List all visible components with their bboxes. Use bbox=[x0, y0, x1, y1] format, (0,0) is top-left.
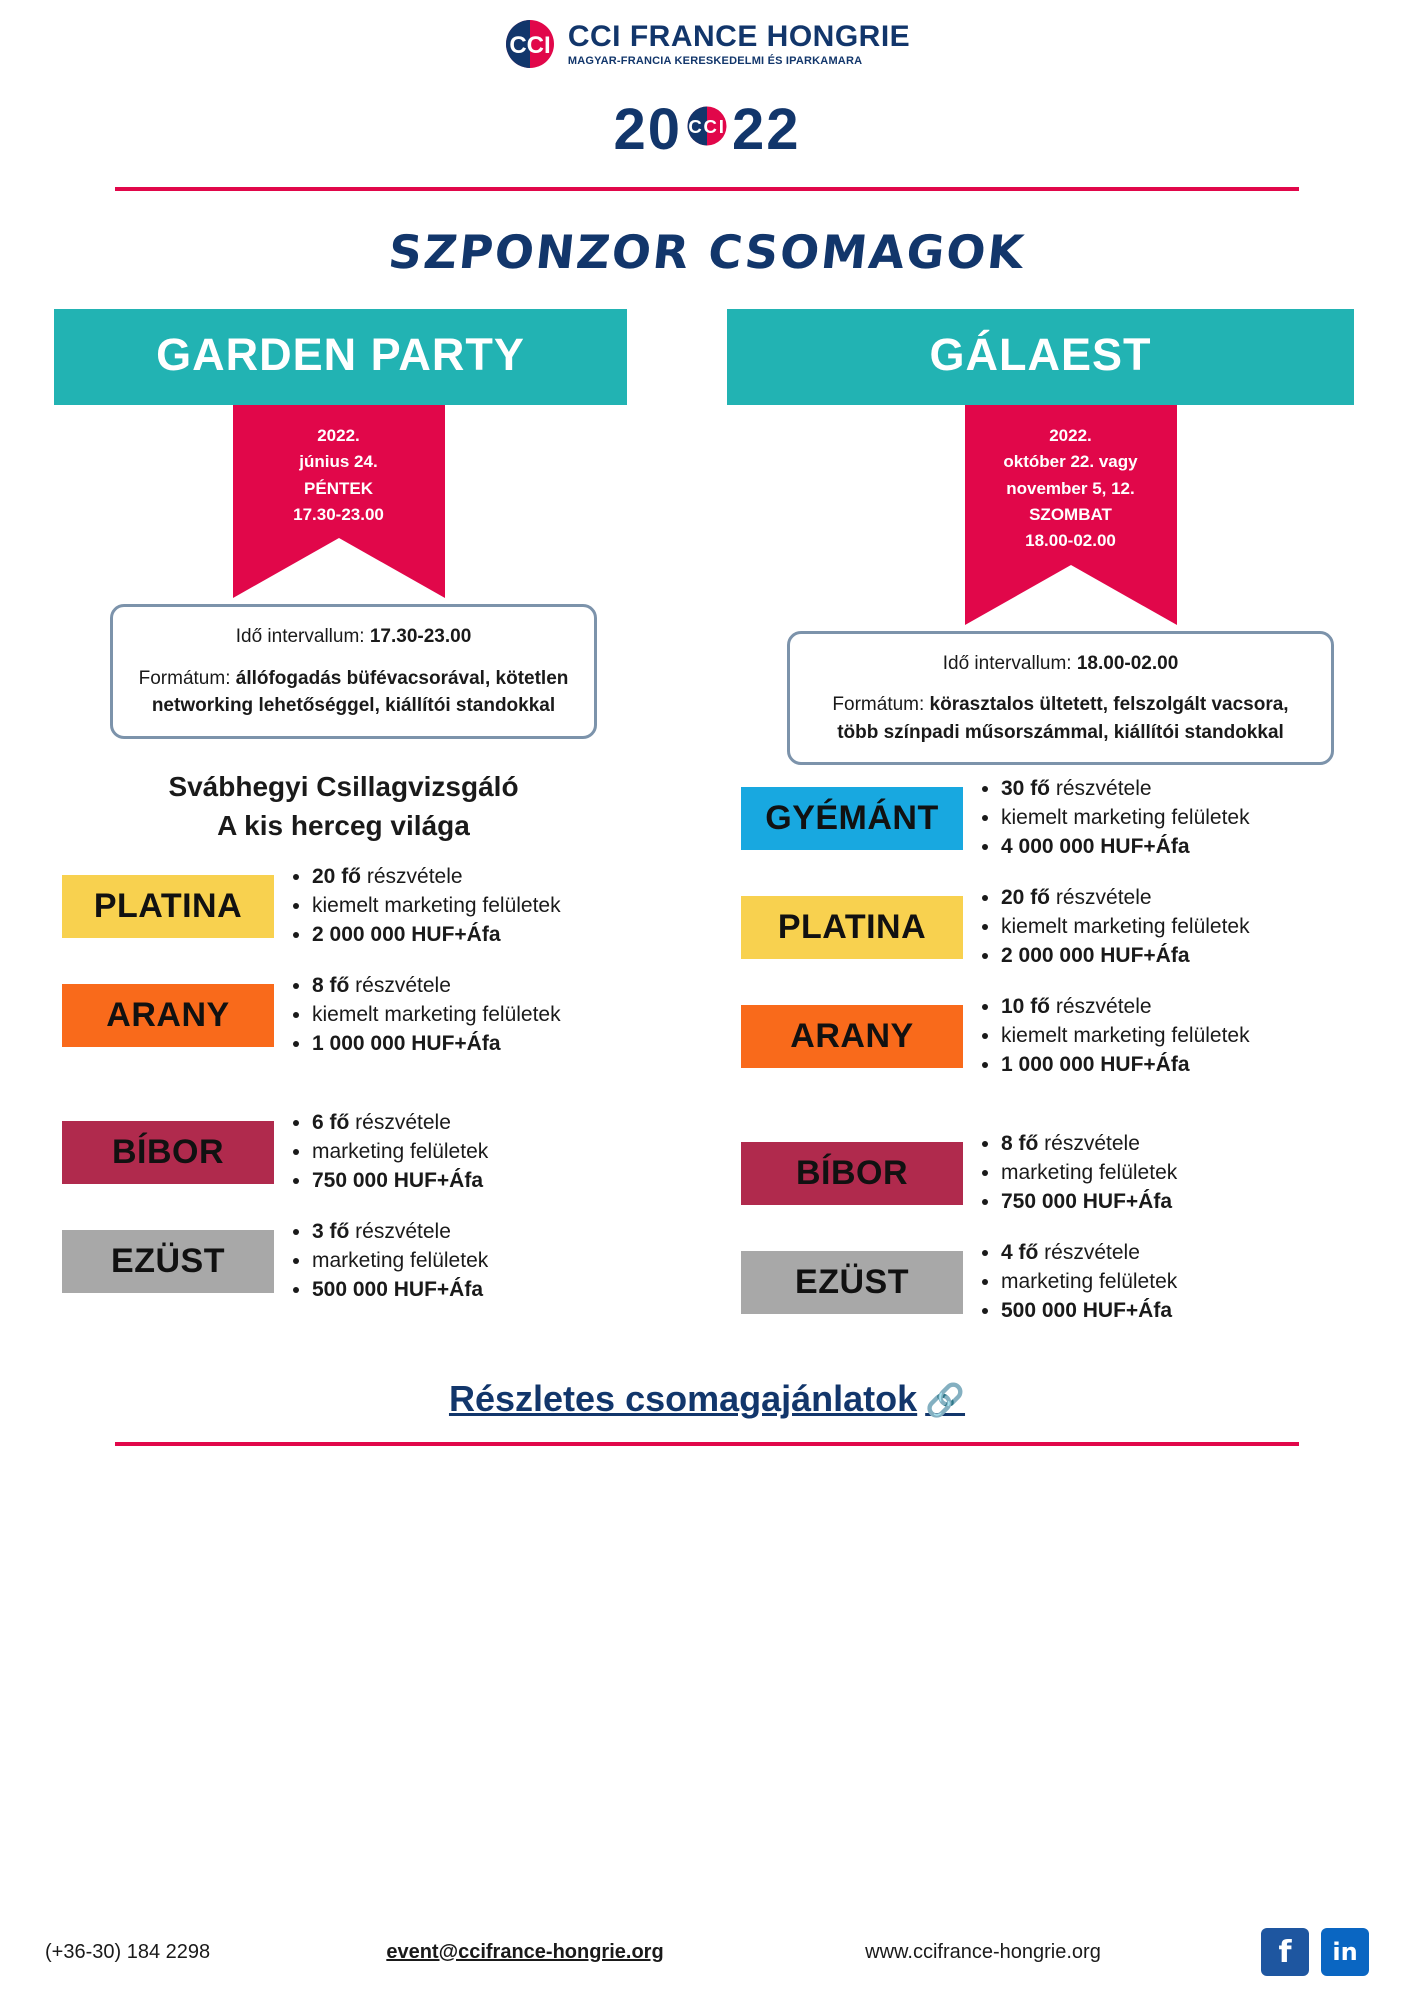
tier-row bbox=[727, 1130, 1374, 1217]
svg-text:CCI: CCI bbox=[688, 116, 726, 138]
tier-row bbox=[40, 1218, 687, 1305]
event-columns bbox=[40, 309, 1374, 1348]
event-column-galaest bbox=[707, 309, 1374, 1348]
tier-row bbox=[40, 972, 687, 1059]
social-links bbox=[1261, 1928, 1369, 1976]
tier-bullet-item: • kiemelt marketing felületek bbox=[1001, 804, 1250, 833]
tier-bullets bbox=[274, 972, 561, 1059]
tier-row bbox=[727, 775, 1374, 862]
footer-phone: (+36-30) 184 2298 bbox=[45, 1940, 211, 1963]
tier-label: PLATINA bbox=[741, 896, 963, 959]
tier-bullets bbox=[963, 993, 1250, 1080]
tier-bullet-item: • marketing felületek bbox=[1001, 1159, 1177, 1188]
event-title-galaest: GÁLAEST bbox=[727, 309, 1354, 405]
tier-label: BÍBOR bbox=[741, 1142, 963, 1205]
info-time-value: 18.00-02.00 bbox=[1076, 652, 1179, 674]
tier-bullet-item: • 4 fő részvétele bbox=[1001, 1239, 1177, 1268]
tier-bullet-item: • 2 000 000 HUF+Áfa bbox=[312, 921, 561, 950]
tier-bullet-item: • 20 fő részvétele bbox=[312, 863, 561, 892]
tier-label: EZÜST bbox=[62, 1230, 274, 1293]
cta-label: Részletes csomagajánlatok bbox=[448, 1377, 918, 1419]
tier-bullets bbox=[963, 884, 1250, 971]
tier-group-spacer bbox=[727, 1102, 1374, 1130]
venue-line-1: Svábhegyi Csillagvizsgáló bbox=[168, 771, 519, 803]
tier-row bbox=[727, 993, 1374, 1080]
tier-bullets bbox=[963, 775, 1250, 862]
ribbon-line: október 22. vagy bbox=[1003, 452, 1138, 472]
tier-label: EZÜST bbox=[741, 1251, 963, 1314]
tier-label: ARANY bbox=[62, 984, 274, 1047]
tier-bullet-item: • kiemelt marketing felületek bbox=[312, 892, 561, 921]
tier-bullet-item: • 750 000 HUF+Áfa bbox=[1001, 1188, 1177, 1217]
venue-line-2: A kis herceg világa bbox=[217, 810, 470, 842]
cci-logo bbox=[504, 18, 910, 70]
info-format-value: körasztalos ültetett, felszolgált vacsora, több színpadi műsorszámmal, kiállítói standokkal bbox=[837, 694, 1289, 743]
tier-row bbox=[727, 884, 1374, 971]
info-time-label: Idő intervallum: bbox=[942, 652, 1077, 674]
event-venue-garden-party bbox=[60, 767, 627, 845]
year-suffix: 22 bbox=[732, 96, 801, 162]
tier-bullet-item: • 4 000 000 HUF+Áfa bbox=[1001, 833, 1250, 862]
tier-bullet-item: • 6 fő részvétele bbox=[312, 1109, 488, 1138]
tier-label: PLATINA bbox=[62, 875, 274, 938]
event-info-box-galaest bbox=[787, 631, 1334, 766]
info-format-label: Formátum: bbox=[138, 667, 236, 689]
tier-bullet-item: • 20 fő részvétele bbox=[1001, 884, 1250, 913]
ribbon-line: június 24. bbox=[299, 452, 378, 472]
tier-bullet-item: • 2 000 000 HUF+Áfa bbox=[1001, 942, 1250, 971]
year-logo-icon bbox=[684, 96, 730, 163]
tier-bullet-item: • 500 000 HUF+Áfa bbox=[312, 1276, 488, 1305]
event-title-garden-party: GARDEN PARTY bbox=[54, 309, 627, 405]
tier-bullet-item: • kiemelt marketing felületek bbox=[312, 1001, 561, 1030]
cta-row bbox=[40, 1378, 1374, 1420]
tier-group-spacer bbox=[40, 1081, 687, 1109]
tier-bullet-item: • marketing felületek bbox=[1001, 1268, 1177, 1297]
divider-bottom bbox=[115, 1442, 1299, 1446]
page-title: SZPONZOR CSOMAGOK bbox=[385, 225, 1029, 279]
tier-label: GYÉMÁNT bbox=[741, 787, 963, 850]
year-prefix: 20 bbox=[613, 96, 682, 162]
year-block bbox=[40, 96, 1374, 163]
ribbon-line: november 5, 12. bbox=[1006, 478, 1135, 498]
svg-text:CCI: CCI bbox=[509, 32, 551, 59]
tier-bullets bbox=[963, 1239, 1177, 1326]
tier-bullet-item: • 8 fő részvétele bbox=[1001, 1130, 1177, 1159]
tier-bullet-item: • 500 000 HUF+Áfa bbox=[1001, 1297, 1177, 1326]
divider-top bbox=[115, 187, 1299, 191]
event-column-garden-party bbox=[40, 309, 707, 1348]
event-info-box-garden-party bbox=[110, 604, 597, 739]
event-date-ribbon-galaest bbox=[965, 405, 1177, 565]
tier-label: BÍBOR bbox=[62, 1121, 274, 1184]
tier-bullet-item: • marketing felületek bbox=[312, 1138, 488, 1167]
cci-logo-icon bbox=[504, 18, 556, 70]
facebook-icon[interactable]: f bbox=[1261, 1928, 1309, 1976]
tier-bullets bbox=[963, 1130, 1177, 1217]
tier-list-galaest bbox=[727, 775, 1374, 1326]
brand-header bbox=[40, 0, 1374, 70]
tier-bullet-item: • kiemelt marketing felületek bbox=[1001, 1022, 1250, 1051]
ribbon-line: SZOMBAT bbox=[1029, 505, 1112, 525]
link-icon: 🔗 bbox=[925, 1381, 966, 1418]
tier-bullet-item: • marketing felületek bbox=[312, 1247, 488, 1276]
tier-bullets bbox=[274, 1109, 488, 1196]
ribbon-line: 2022. bbox=[1049, 426, 1092, 445]
logo-title: CCI FRANCE HONGRIE bbox=[567, 19, 911, 53]
tier-row bbox=[40, 863, 687, 950]
logo-subtitle: MAGYAR-FRANCIA KERESKEDELMI ÉS IPARKAMARA bbox=[567, 54, 863, 67]
tier-bullet-item: • 1 000 000 HUF+Áfa bbox=[1001, 1051, 1250, 1080]
ribbon-line: 2022. bbox=[317, 426, 360, 445]
tier-bullet-item: • 10 fő részvétele bbox=[1001, 993, 1250, 1022]
tier-bullets bbox=[274, 863, 561, 950]
tier-bullet-item: • 750 000 HUF+Áfa bbox=[312, 1167, 488, 1196]
footer bbox=[0, 1928, 1414, 1976]
tier-bullet-item: • kiemelt marketing felületek bbox=[1001, 913, 1250, 942]
tier-bullet-item: • 30 fő részvétele bbox=[1001, 775, 1250, 804]
info-time-label: Idő intervallum: bbox=[235, 626, 370, 648]
info-format-value: állófogadás büfévacsorával, kötetlen networking lehetőséggel, kiállítói standokkal bbox=[151, 667, 569, 717]
tier-list-garden-party bbox=[40, 863, 687, 1305]
footer-email[interactable]: event@ccifrance-hongrie.org bbox=[386, 1940, 664, 1963]
footer-website[interactable]: www.ccifrance-hongrie.org bbox=[865, 1940, 1101, 1963]
tier-label: ARANY bbox=[741, 1005, 963, 1068]
detailed-packages-link[interactable] bbox=[449, 1378, 965, 1419]
linkedin-icon[interactable]: in bbox=[1321, 1928, 1369, 1976]
tier-row bbox=[40, 1109, 687, 1196]
ribbon-line: 17.30-23.00 bbox=[293, 505, 384, 525]
ribbon-line: PÉNTEK bbox=[304, 478, 373, 498]
info-time-value: 17.30-23.00 bbox=[369, 626, 472, 648]
tier-bullet-item: • 1 000 000 HUF+Áfa bbox=[312, 1030, 561, 1059]
ribbon-line: 18.00-02.00 bbox=[1025, 531, 1116, 551]
tier-bullets bbox=[274, 1218, 488, 1305]
event-date-ribbon-garden-party bbox=[233, 405, 445, 538]
tier-bullet-item: • 3 fő részvétele bbox=[312, 1218, 488, 1247]
tier-row bbox=[727, 1239, 1374, 1326]
tier-bullet-item: • 8 fő részvétele bbox=[312, 972, 561, 1001]
info-format-label: Formátum: bbox=[832, 694, 930, 716]
